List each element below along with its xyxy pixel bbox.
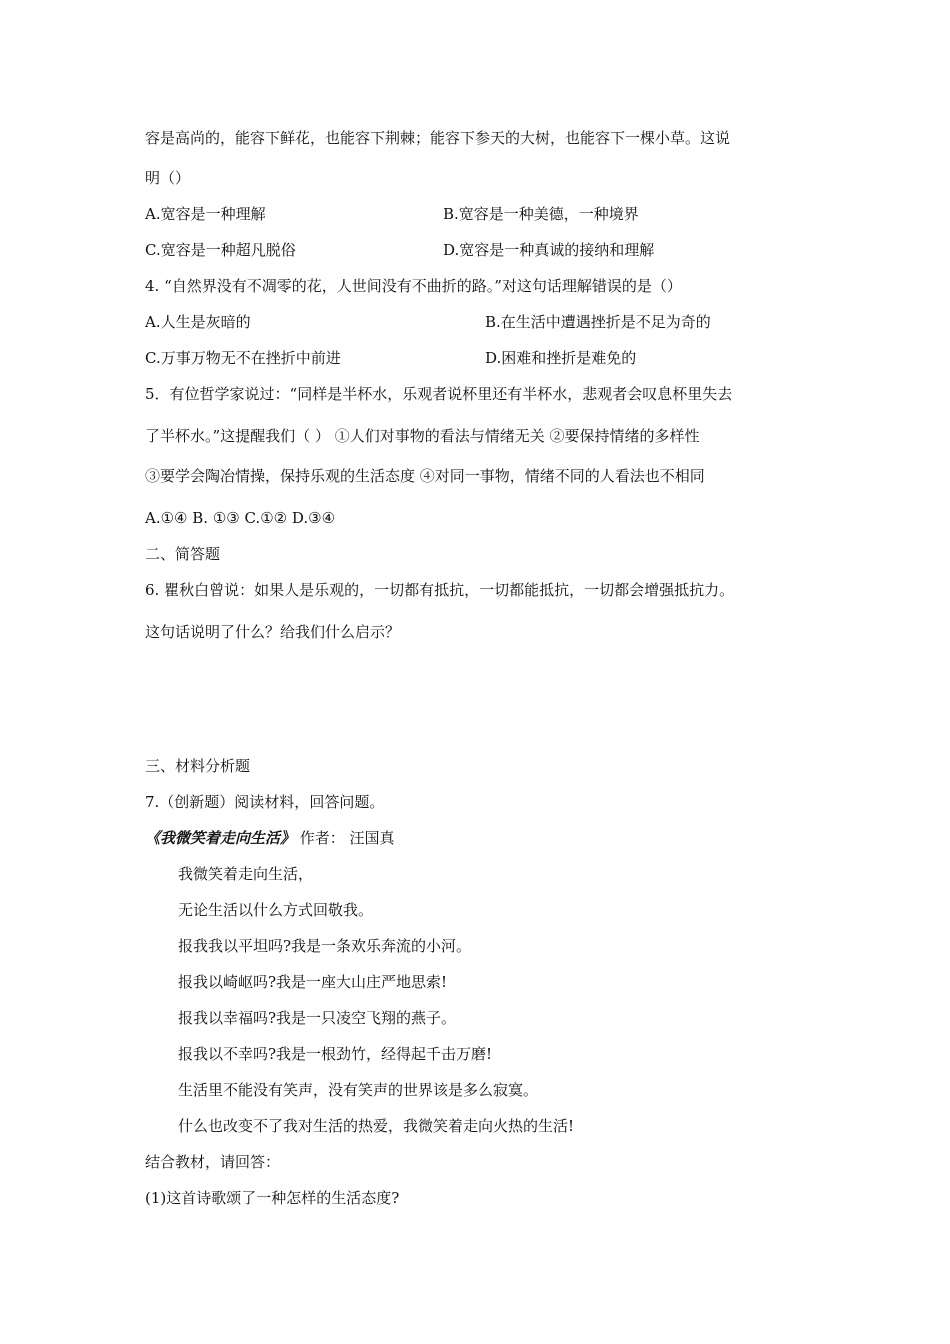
q3-stem-line2: 明（） [145,169,191,187]
q5-line3: ③要学会陶冶情操，保持乐观的生活态度 ④对同一事物，情绪不同的人看法也不相同 [145,467,705,485]
q3-stem-line1: 容是高尚的，能容下鲜花，也能容下荆棘；能容下参天的大树，也能容下一棵小草。这说 [145,129,731,147]
poem-line: 报我以不幸吗?我是一根劲竹，经得起千击万磨! [178,1045,493,1063]
section3-heading: 三、材料分析题 [145,757,251,775]
q5-options: A.①④ B. ①③ C.①② D.③④ [145,509,336,527]
poem-line: 报我以幸福吗?我是一只凌空飞翔的燕子。 [178,1009,457,1027]
q4-option-d: D.困难和挫折是难免的 [485,349,637,367]
answer-prompt: 结合教材，请回答： [145,1153,281,1171]
poem-line: 无论生活以什么方式回敬我。 [178,901,374,919]
q6-line1: 6. 瞿秋白曾说：如果人是乐观的，一切都有抵抗，一切都能抵抗，一切都会增强抵抗力。 [145,581,735,599]
poem-line: 生活里不能没有笑声，没有笑声的世界该是多么寂寞。 [178,1081,539,1099]
q3-option-c: C.宽容是一种超凡脱俗 [145,241,296,259]
poem-heading [145,828,395,848]
q3-option-d: D.宽容是一种真诚的接纳和理解 [443,241,655,259]
q7-intro: 7.（创新题）阅读材料，回答问题。 [145,793,385,811]
poem-line: 报我我以平坦吗?我是一条欢乐奔流的小河。 [178,937,472,955]
q4-stem: 4. “自然界没有不凋零的花，人世间没有不曲折的路。”对这句话理解错误的是（） [145,277,682,295]
q3-option-a: A.宽容是一种理解 [145,205,266,223]
poem-title: 《我微笑着走向生活》 [145,829,296,847]
sub-question-1: (1)这首诗歌颂了一种怎样的生活态度? [145,1189,400,1207]
q5-line1: 5．有位哲学家说过：“同样是半杯水，乐观者说杯里还有半杯水，悲观者会叹息杯里失去 [145,385,733,403]
q4-option-a: A.人生是灰暗的 [145,313,251,331]
q4-option-b: B.在生活中遭遇挫折是不足为奇的 [485,313,711,331]
poem-author: 作者： 汪国真 [295,829,395,847]
section2-heading: 二、简答题 [145,545,221,563]
q5-line2: 了半杯水。”这提醒我们（ ） ①人们对事物的看法与情绪无关 ②要保持情绪的多样性 [145,427,700,445]
q3-option-b: B.宽容是一种美德，一种境界 [443,205,639,223]
q4-option-c: C.万事万物无不在挫折中前进 [145,349,341,367]
q6-line2: 这句话说明了什么？给我们什么启示？ [145,623,401,641]
poem-line: 什么也改变不了我对生活的热爱，我微笑着走向火热的生活! [178,1117,575,1135]
poem-line: 我微笑着走向生活， [178,865,314,883]
poem-line: 报我以崎岖吗?我是一座大山庄严地思索! [178,973,448,991]
